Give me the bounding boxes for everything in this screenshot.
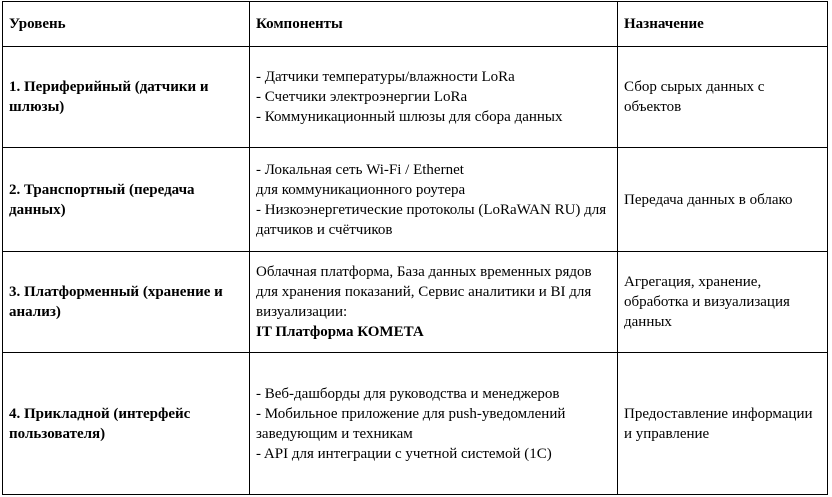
level-cell: 1. Периферийный (датчики и шлюзы) [3, 47, 250, 148]
purpose-cell: Сбор сырых данных с объектов [618, 47, 828, 148]
component-item: - Счетчики электроэнергии LoRa [256, 89, 468, 105]
level-cell: 3. Платформенный (хранение и анализ) [3, 252, 250, 353]
components-cell [250, 148, 618, 252]
header-level: Уровень [3, 2, 250, 47]
header-components: Компоненты [250, 2, 618, 47]
components-cell [250, 353, 618, 495]
component-item: - Коммуникационный шлюзы для сбора данных [256, 109, 563, 125]
header-purpose: Назначение [618, 2, 828, 47]
component-item: - Локальная сеть Wi-Fi / Ethernet [256, 161, 464, 178]
level-cell: 2. Транспортный (передача данных) [3, 148, 250, 252]
component-item: - API для интеграции с учетной системой (1С) [256, 445, 552, 462]
component-item: - Низкоэнергетические протоколы (LoRaWAN RU) для датчиков и счётчиков [256, 201, 607, 238]
component-item: Облачная платформа, База данных временных рядов для хранения показаний, Сервис аналитики и BI для визуализации: [256, 264, 592, 320]
component-item: - Веб-дашборды для руководства и менеджеров [256, 385, 560, 402]
table-header-row [3, 2, 828, 47]
component-item: для коммуникационного роутера [256, 181, 466, 198]
architecture-levels-table [2, 1, 828, 495]
components-cell [250, 47, 618, 148]
level-cell: 4. Прикладной (интерфейс пользователя) [3, 353, 250, 495]
platform-name: IT Платформа КОМЕТА [256, 324, 424, 340]
component-item: - Датчики температуры/влажности LoRa [256, 69, 515, 85]
purpose-cell: Предоставление информации и управление [618, 353, 828, 495]
table-row [3, 353, 828, 495]
table-row [3, 47, 828, 148]
purpose-cell: Передача данных в облако [618, 148, 828, 252]
table-row [3, 148, 828, 252]
architecture-table-container [2, 1, 828, 495]
component-item: - Мобильное приложение для push-уведомлений заведующим и техникам [256, 405, 566, 442]
table-row [3, 252, 828, 353]
components-cell [250, 252, 618, 353]
purpose-cell: Агрегация, хранение, обработка и визуализация данных [618, 252, 828, 353]
